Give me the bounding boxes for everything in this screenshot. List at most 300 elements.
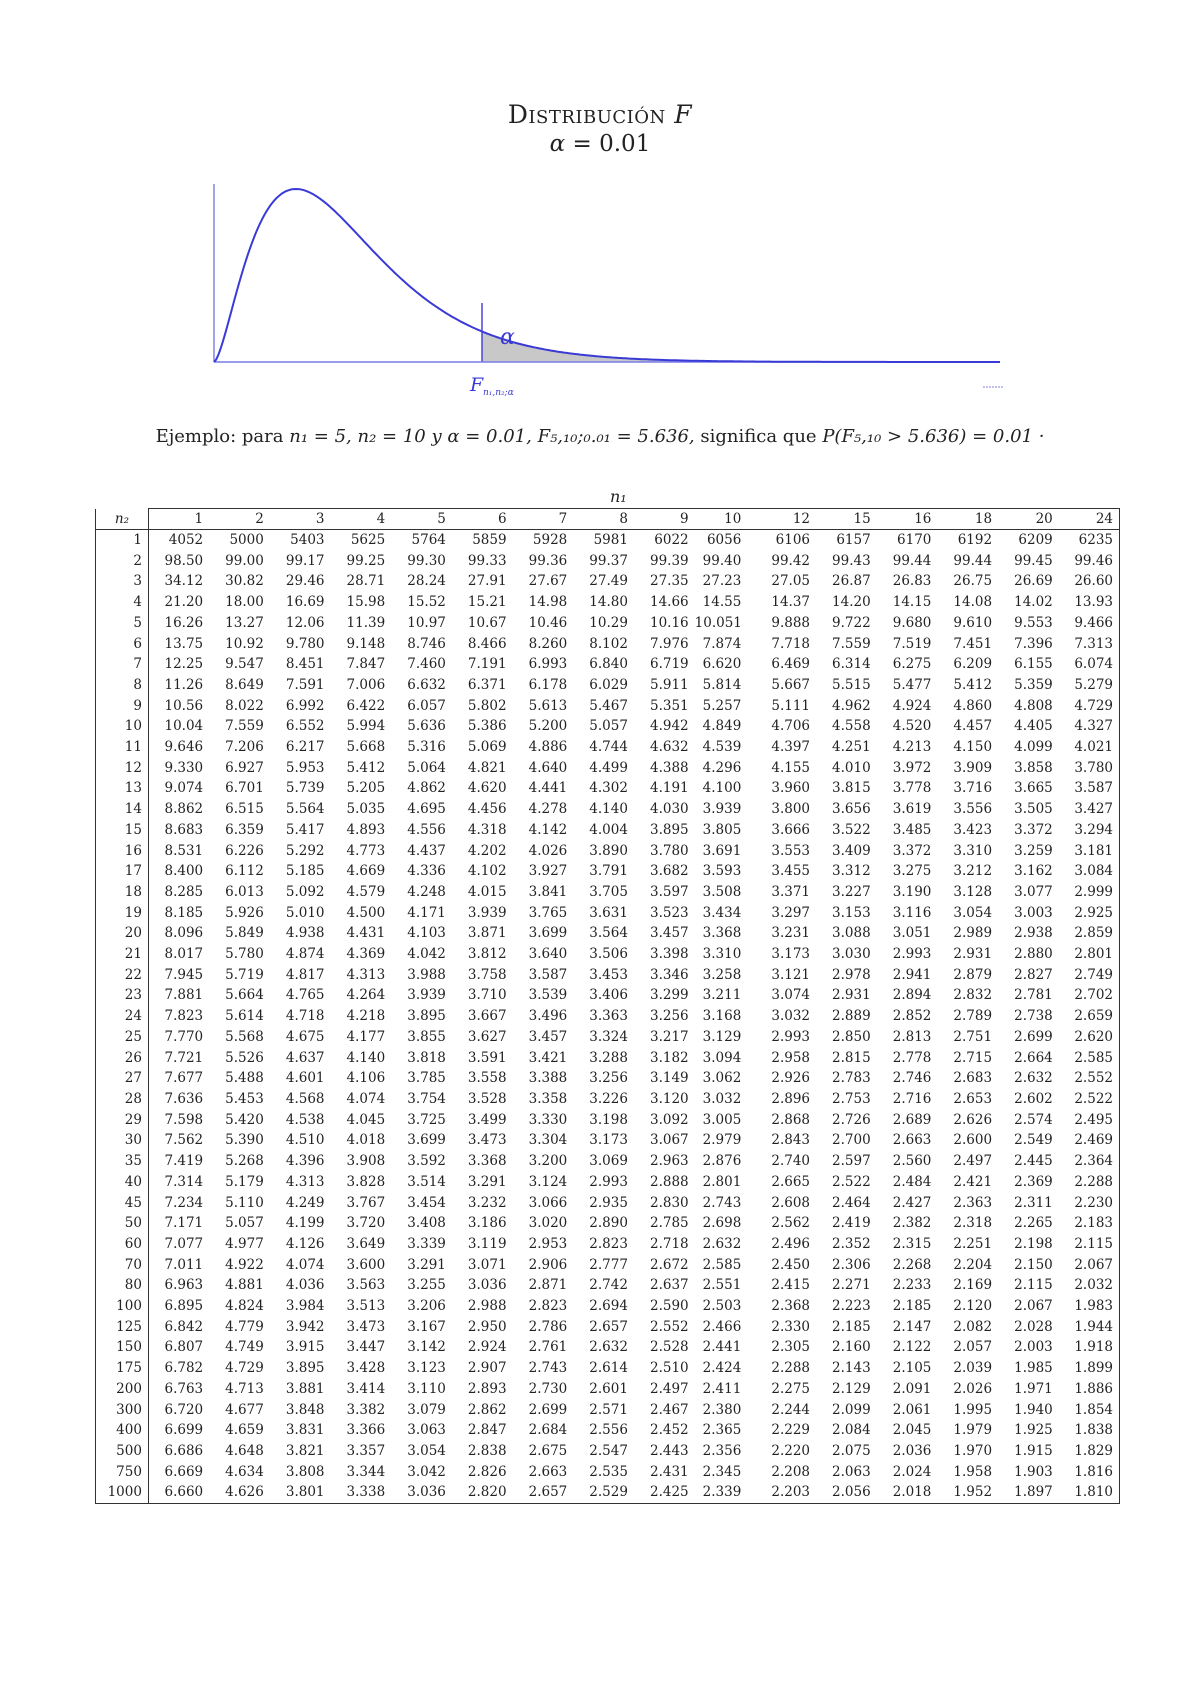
table-cell: 3.665	[1014, 780, 1053, 797]
table-cell: 2.608	[771, 1194, 811, 1211]
table-cell: 2.888	[649, 1173, 689, 1190]
table-cell: 2.345	[702, 1463, 742, 1480]
table-cell: 2.415	[771, 1277, 811, 1294]
table-cell: 2.753	[832, 1090, 871, 1107]
table-cell: 1.915	[1014, 1442, 1053, 1459]
table-row	[96, 841, 1120, 862]
table-cell: 3.074	[771, 987, 811, 1004]
table-cell: 2.683	[953, 1070, 993, 1087]
table-cell: 8.683	[164, 821, 204, 838]
row-header-n2: 400	[96, 1420, 149, 1441]
table-cell: 7.519	[892, 635, 932, 652]
table-cell: 6.515	[225, 801, 264, 818]
table-row	[96, 1358, 1120, 1379]
row-header-n2: 60	[96, 1234, 149, 1255]
table-cell: 2.185	[832, 1318, 871, 1335]
row-header-n2: 40	[96, 1172, 149, 1193]
table-cell: 2.585	[1059, 1048, 1120, 1069]
table-cell: 7.419	[164, 1153, 204, 1170]
table-cell: 2.871	[528, 1277, 568, 1294]
table-cell: 8.022	[225, 697, 264, 714]
table-cell: 3.129	[702, 1028, 742, 1045]
table-cell: 3.841	[528, 883, 568, 900]
table-cell: 2.026	[953, 1380, 993, 1397]
table-cell: 6235	[1059, 530, 1120, 551]
row-header-n2: 26	[96, 1048, 149, 1069]
table-row	[96, 654, 1120, 675]
table-cell: 2.941	[892, 966, 932, 983]
table-cell: 2.742	[589, 1277, 628, 1294]
table-cell: 99.44	[892, 552, 932, 569]
table-cell: 3.758	[467, 966, 507, 983]
table-cell: 99.30	[407, 552, 446, 569]
table-cell: 4.102	[467, 863, 507, 880]
table-cell: 2.223	[832, 1298, 871, 1315]
table-cell: 2.311	[1014, 1194, 1053, 1211]
row-header-n2: 9	[96, 696, 149, 717]
table-cell: 3.371	[771, 883, 811, 900]
column-header-n1: 9	[634, 509, 695, 530]
table-row	[96, 1255, 1120, 1276]
table-cell: 3.716	[953, 780, 993, 797]
table-cell: 3.812	[467, 946, 507, 963]
table-cell: 3.513	[346, 1298, 386, 1315]
table-cell: 6.895	[164, 1298, 204, 1315]
table-cell: 1.958	[953, 1463, 993, 1480]
table-cell: 2.466	[702, 1318, 742, 1335]
table-cell: 5.420	[225, 1111, 264, 1128]
table-cell: 5.849	[225, 925, 264, 942]
table-cell: 6.840	[589, 656, 628, 673]
table-cell: 14.98	[528, 594, 568, 611]
table-cell: 4.718	[285, 1008, 325, 1025]
table-cell: 6.359	[225, 821, 264, 838]
table-cell: 3.591	[467, 1049, 507, 1066]
table-cell: 3.382	[346, 1401, 386, 1418]
table-cell: 2.115	[1059, 1234, 1120, 1255]
table-cell: 2.441	[702, 1339, 742, 1356]
table-cell: 3.710	[467, 987, 507, 1004]
table-cell: 2.830	[649, 1194, 689, 1211]
table-cell: 8.746	[407, 635, 446, 652]
table-row	[96, 1379, 1120, 1400]
table-cell: 8.531	[164, 842, 204, 859]
table-cell: 5.802	[467, 697, 507, 714]
table-cell: 6106	[775, 532, 811, 548]
table-cell: 3.116	[892, 904, 932, 921]
table-cell: 2.953	[528, 1235, 568, 1252]
table-cell: 3.855	[407, 1028, 446, 1045]
table-cell: 7.591	[285, 676, 325, 693]
table-cell: 3.312	[832, 863, 871, 880]
table-cell: 8.451	[285, 656, 325, 673]
table-row	[96, 799, 1120, 820]
table-cell: 1.995	[953, 1401, 993, 1418]
table-cell: 99.36	[528, 552, 568, 569]
table-row	[96, 1027, 1120, 1048]
table-cell: 2.993	[771, 1028, 811, 1045]
table-row	[96, 1275, 1120, 1296]
table-cell: 7.313	[1059, 634, 1120, 655]
table-cell: 3.556	[953, 801, 993, 818]
table-row	[96, 1110, 1120, 1131]
table-cell: 6.226	[225, 842, 264, 859]
table-cell: 10.92	[225, 635, 264, 652]
row-header-n2: 100	[96, 1296, 149, 1317]
table-cell: 4.808	[1014, 697, 1053, 714]
table-cell: 5.268	[225, 1153, 264, 1170]
table-cell: 3.640	[528, 946, 568, 963]
table-cell: 3.691	[702, 842, 742, 859]
table-cell: 3.226	[589, 1090, 628, 1107]
row-header-n2: 22	[96, 965, 149, 986]
table-cell: 2.938	[1014, 925, 1053, 942]
table-cell: 2.571	[589, 1401, 628, 1418]
table-cell: 1.903	[1014, 1463, 1053, 1480]
table-cell: 2.726	[832, 1111, 871, 1128]
table-cell: 3.153	[832, 904, 871, 921]
table-cell: 2.288	[771, 1360, 811, 1377]
column-header-n1: 7	[513, 509, 574, 530]
table-cell: 6192	[957, 532, 993, 548]
table-cell: 14.80	[589, 594, 628, 611]
table-cell: 4.251	[832, 739, 871, 756]
table-cell: 3.346	[649, 966, 689, 983]
table-cell: 7.881	[164, 987, 204, 1004]
table-cell: 3.128	[953, 883, 993, 900]
table-cell: 3.791	[589, 863, 628, 880]
table-cell: 3.988	[407, 966, 446, 983]
table-cell: 2.778	[892, 1049, 932, 1066]
table-cell: 3.895	[407, 1008, 446, 1025]
table-cell: 3.754	[407, 1090, 446, 1107]
table-cell: 6.669	[164, 1463, 204, 1480]
table-cell: 9.722	[832, 614, 871, 631]
table-cell: 4.140	[346, 1049, 386, 1066]
table-cell: 2.746	[892, 1070, 932, 1087]
table-cell: 2.672	[649, 1256, 689, 1273]
table-cell: 2.452	[649, 1422, 689, 1439]
table-cell: 4.126	[285, 1235, 325, 1252]
table-cell: 6.552	[285, 718, 325, 735]
table-row	[96, 1400, 1120, 1421]
table-cell: 3.818	[407, 1049, 446, 1066]
table-cell: 2.963	[649, 1153, 689, 1170]
table-cell: 2.496	[771, 1235, 811, 1252]
table-cell: 3.297	[771, 904, 811, 921]
table-cell: 12.06	[285, 614, 325, 631]
table-cell: 2.204	[953, 1256, 993, 1273]
table-cell: 2.183	[1059, 1213, 1120, 1234]
table-cell: 2.664	[1014, 1049, 1053, 1066]
table-cell: 2.931	[832, 987, 871, 1004]
table-cell: 4.539	[702, 739, 742, 756]
table-cell: 3.003	[1014, 904, 1053, 921]
table-cell: 5.477	[892, 676, 932, 693]
table-cell: 3.627	[467, 1028, 507, 1045]
table-cell: 2.067	[1014, 1298, 1053, 1315]
table-cell: 6.782	[164, 1360, 204, 1377]
table-row	[96, 1193, 1120, 1214]
table-cell: 14.66	[649, 594, 689, 611]
table-cell: 8.096	[164, 925, 204, 942]
table-cell: 1.886	[1059, 1379, 1120, 1400]
table-cell: 4.396	[285, 1153, 325, 1170]
table-cell: 4.558	[832, 718, 871, 735]
table-cell: 2.522	[1059, 1089, 1120, 1110]
table-cell: 4052	[168, 532, 204, 548]
table-cell: 99.40	[702, 552, 742, 569]
title-text: Distribución	[507, 100, 666, 129]
table-cell: 7.234	[164, 1194, 204, 1211]
table-cell: 99.25	[346, 552, 386, 569]
table-cell: 4.669	[346, 863, 386, 880]
table-cell: 2.450	[771, 1256, 811, 1273]
table-cell: 2.143	[832, 1360, 871, 1377]
table-cell: 9.780	[285, 635, 325, 652]
table-row	[96, 1172, 1120, 1193]
table-cell: 5.010	[285, 904, 325, 921]
table-cell: 2.659	[1059, 1006, 1120, 1027]
table-cell: 2.906	[528, 1256, 568, 1273]
table-cell: 2.663	[528, 1463, 568, 1480]
table-cell: 2.700	[832, 1132, 871, 1149]
table-cell: 1.816	[1059, 1462, 1120, 1483]
table-cell: 99.44	[953, 552, 993, 569]
row-header-n2: 1	[96, 530, 149, 551]
table-cell: 4.397	[771, 739, 811, 756]
table-cell: 3.294	[1059, 820, 1120, 841]
table-cell: 2.169	[953, 1277, 993, 1294]
table-cell: 3.427	[1059, 799, 1120, 820]
example-prefix: Ejemplo: para	[155, 426, 284, 447]
table-row	[96, 758, 1120, 779]
table-cell: 5.386	[467, 718, 507, 735]
table-cell: 2.702	[1059, 985, 1120, 1006]
table-cell: 4.074	[285, 1256, 325, 1273]
table-cell: 3.485	[892, 821, 932, 838]
table-cell: 2.129	[832, 1380, 871, 1397]
density-curve	[214, 189, 1000, 362]
table-cell: 3.666	[771, 821, 811, 838]
table-cell: 2.556	[589, 1422, 628, 1439]
table-cell: 5.664	[225, 987, 264, 1004]
table-cell: 1.829	[1059, 1441, 1120, 1462]
table-cell: 6.074	[1059, 654, 1120, 675]
table-cell: 4.634	[225, 1463, 264, 1480]
table-cell: 2.150	[1014, 1256, 1053, 1273]
table-cell: 4.140	[589, 801, 628, 818]
table-cell: 2.364	[1059, 1151, 1120, 1172]
table-cell: 4.695	[407, 801, 446, 818]
table-cell: 7.847	[346, 656, 386, 673]
table-cell: 3.398	[649, 946, 689, 963]
table-body	[96, 530, 1120, 1504]
table-cell: 3.173	[771, 946, 811, 963]
table-cell: 2.147	[892, 1318, 932, 1335]
table-cell: 3.032	[702, 1090, 742, 1107]
table-cell: 3.212	[953, 863, 993, 880]
table-row	[96, 861, 1120, 882]
table-cell: 8.185	[164, 904, 204, 921]
table-cell: 3.499	[467, 1111, 507, 1128]
table-cell: 3.939	[407, 987, 446, 1004]
table-cell: 5.092	[285, 883, 325, 900]
table-cell: 3.062	[702, 1070, 742, 1087]
table-row	[96, 1296, 1120, 1317]
table-cell: 13.27	[225, 614, 264, 631]
table-cell: 4.021	[1059, 737, 1120, 758]
table-cell: 4.729	[1059, 696, 1120, 717]
table-cell: 2.061	[892, 1401, 932, 1418]
table-cell: 2.907	[467, 1360, 507, 1377]
table-cell: 2.989	[953, 925, 993, 942]
table-cell: 5625	[350, 532, 386, 548]
table-cell: 4.601	[285, 1070, 325, 1087]
table-cell: 2.813	[892, 1028, 932, 1045]
table-cell: 26.60	[1059, 571, 1120, 592]
table-cell: 2.380	[702, 1401, 742, 1418]
table-cell: 4.369	[346, 946, 386, 963]
table-cell: 3.092	[649, 1111, 689, 1128]
table-cell: 6.807	[164, 1339, 204, 1356]
table-cell: 4.640	[528, 759, 568, 776]
table-cell: 1.971	[1014, 1380, 1053, 1397]
table-cell: 2.233	[892, 1277, 932, 1294]
table-cell: 4.579	[346, 883, 386, 900]
table-cell: 3.005	[702, 1111, 742, 1128]
table-row	[96, 592, 1120, 613]
table-cell: 5764	[411, 532, 446, 548]
table-cell: 3.304	[528, 1132, 568, 1149]
table-cell: 2.988	[467, 1298, 507, 1315]
table-cell: 7.874	[702, 635, 742, 652]
table-cell: 6022	[654, 532, 689, 548]
table-cell: 2.528	[649, 1339, 689, 1356]
row-header-n2: 150	[96, 1337, 149, 1358]
table-cell: 6.842	[164, 1318, 204, 1335]
table-cell: 3.071	[467, 1256, 507, 1273]
table-cell: 2.063	[832, 1463, 871, 1480]
table-cell: 3.066	[528, 1194, 568, 1211]
table-cell: 14.37	[771, 594, 811, 611]
table-cell: 3.190	[892, 883, 932, 900]
table-cell: 2.740	[771, 1153, 811, 1170]
table-cell: 12.25	[164, 656, 204, 673]
table-cell: 2.024	[892, 1463, 932, 1480]
table-cell: 18.00	[225, 594, 264, 611]
table-cell: 3.036	[467, 1277, 507, 1294]
table-cell: 6.029	[589, 676, 628, 693]
table-cell: 7.191	[467, 656, 507, 673]
table-cell: 4.177	[346, 1028, 386, 1045]
table-cell: 10.051	[694, 614, 742, 631]
table-cell: 8.862	[164, 801, 204, 818]
table-cell: 7.976	[649, 635, 689, 652]
table-cell: 3.592	[407, 1153, 446, 1170]
table-cell: 5.110	[225, 1194, 264, 1211]
table-cell: 2.425	[634, 1482, 695, 1503]
table-cell: 2.445	[1014, 1153, 1053, 1170]
table-cell: 27.35	[649, 573, 689, 590]
alpha-symbol: α	[549, 131, 566, 157]
table-cell: 2.229	[771, 1422, 811, 1439]
table-cell: 2.547	[589, 1442, 628, 1459]
table-cell: 29.46	[285, 573, 325, 590]
table-cell: 2.244	[771, 1401, 811, 1418]
table-cell: 5.814	[702, 676, 742, 693]
table-cell: 2.363	[953, 1194, 993, 1211]
table-cell: 3.372	[1014, 821, 1053, 838]
table-cell: 3.120	[649, 1090, 689, 1107]
table-cell: 5928	[532, 532, 568, 548]
table-cell: 4.213	[892, 739, 932, 756]
table-cell: 11.39	[346, 614, 386, 631]
table-cell: 5.564	[285, 801, 325, 818]
table-cell: 21.20	[164, 594, 204, 611]
table-cell: 4.103	[407, 925, 446, 942]
table-cell: 2.203	[755, 1482, 816, 1503]
table-cell: 7.314	[164, 1173, 204, 1190]
table-cell: 2.032	[1059, 1275, 1120, 1296]
table-row	[96, 944, 1120, 965]
table-cell: 27.49	[589, 573, 628, 590]
table-cell: 2.626	[953, 1111, 993, 1128]
table-cell: 9.553	[1014, 614, 1053, 631]
table-cell: 2.847	[467, 1422, 507, 1439]
table-cell: 6.178	[528, 676, 568, 693]
table-cell: 2.637	[649, 1277, 689, 1294]
table-cell: 3.828	[346, 1173, 386, 1190]
table-cell: 2.597	[832, 1153, 871, 1170]
table-cell: 2.632	[702, 1235, 742, 1252]
table-cell: 7.451	[953, 635, 993, 652]
table-cell: 3.506	[589, 946, 628, 963]
table-cell: 3.291	[467, 1173, 507, 1190]
table-cell: 99.37	[589, 552, 628, 569]
table-cell: 2.484	[892, 1173, 932, 1190]
table-cell: 2.716	[892, 1090, 932, 1107]
f-distribution-figure	[0, 0, 1200, 400]
table-cell: 6.371	[467, 676, 507, 693]
table-cell: 2.352	[832, 1235, 871, 1252]
table-cell: 3.514	[407, 1173, 446, 1190]
row-header-n2: 50	[96, 1213, 149, 1234]
table-cell: 3.984	[285, 1298, 325, 1315]
table-cell: 3.363	[589, 1008, 628, 1025]
table-cell: 1.925	[1014, 1422, 1053, 1439]
table-cell: 5.359	[1014, 676, 1053, 693]
table-cell: 3.227	[832, 883, 871, 900]
table-cell: 3.231	[771, 925, 811, 942]
table-cell: 6.686	[164, 1442, 204, 1459]
row-header-n2: 12	[96, 758, 149, 779]
table-cell: 3.505	[1014, 801, 1053, 818]
table-cell: 2.105	[892, 1360, 932, 1377]
table-cell: 4.249	[285, 1194, 325, 1211]
table-cell: 3.508	[702, 883, 742, 900]
table-cell: 9.646	[164, 739, 204, 756]
table-cell: 3.699	[407, 1132, 446, 1149]
table-cell: 30.82	[225, 573, 264, 590]
table-cell: 13.93	[1059, 592, 1120, 613]
table-cell: 2.684	[528, 1422, 568, 1439]
table-cell: 2.699	[528, 1401, 568, 1418]
table-cell: 6.927	[225, 759, 264, 776]
table-cell: 1.979	[953, 1422, 993, 1439]
table-cell: 14.02	[1014, 594, 1053, 611]
table-cell: 4.248	[407, 883, 446, 900]
